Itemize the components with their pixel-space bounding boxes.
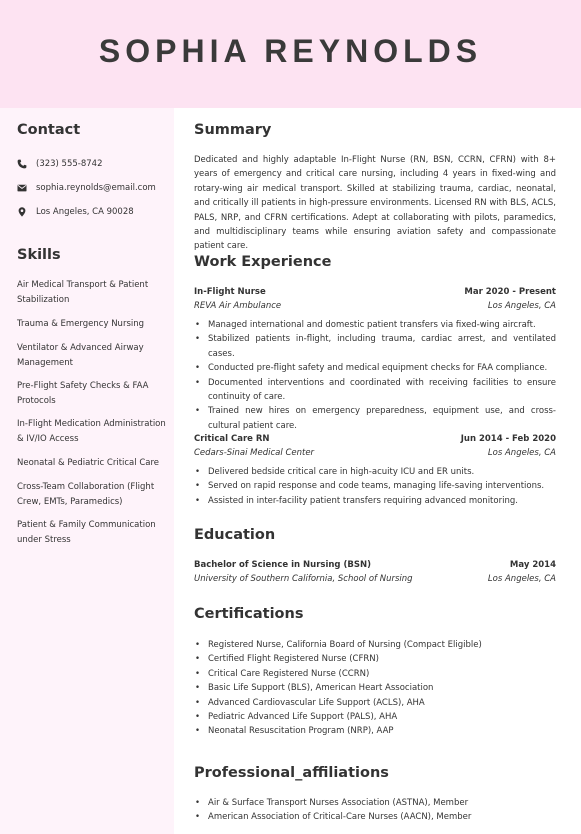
- school: University of Southern California, School of Nursing: [194, 574, 413, 584]
- education-location: Los Angeles, CA: [487, 574, 556, 584]
- list-item: • American Association of Critical-Care Nurses (AACN), Member: [194, 810, 556, 824]
- list-item: • Registered Nurse, California Board of Nursing (Compact Eligible): [194, 638, 556, 652]
- skill-item: Cross-Team Collaboration (Flight Crew, EMTs, Paramedics): [17, 482, 155, 507]
- job-title: In-Flight Nurse: [194, 287, 266, 297]
- job-date: Mar 2020 - Present: [464, 287, 556, 297]
- summary-text: Dedicated and highly adaptable In-Flight Nurse (RN, BSN, CCRN, CFRN) with 8+ years of emergency and critical care nursing, including 4 years in fixed-wing and rotary-wing air medical transport. Skilled at stabilizing trauma, cardiac, neonatal, and critically ill patients in high-pressure environments. Licensed RN with BLS, ACLS, PALS, NRP, and CFRN certifications. Adept at collaborating with pilots, paramedics, and multidisciplinary teams while ensuring aviation safety and compassionate patient care.: [194, 155, 556, 252]
- contact-location: [17, 205, 134, 219]
- skill-item: Trauma & Emergency Nursing: [17, 319, 145, 329]
- degree: Bachelor of Science in Nursing (BSN): [194, 560, 371, 570]
- email-text: sophia.reynolds@email.com: [36, 183, 156, 193]
- certifications-heading: Certifications: [194, 606, 304, 622]
- skill-item: Air Medical Transport & Patient Stabilization: [17, 280, 149, 305]
- skill-item: Neonatal & Pediatric Critical Care: [17, 458, 160, 468]
- contact-email[interactable]: [17, 181, 156, 195]
- contact-phone[interactable]: [17, 157, 102, 171]
- list-item: • Certified Flight Registered Nurse (CFRN): [194, 652, 556, 666]
- phone-icon: [17, 159, 27, 169]
- job-date: Jun 2014 - Feb 2020: [460, 434, 556, 444]
- list-item: • Critical Care Registered Nurse (CCRN): [194, 667, 556, 681]
- experience-heading: Work Experience: [194, 254, 332, 270]
- skill-item: Ventilator & Advanced Airway Management: [17, 343, 144, 368]
- list-item: • Conducted pre-flight safety and medical equipment checks for FAA compliance.: [194, 361, 556, 375]
- list-item: • Delivered bedside critical care in high-acuity ICU and ER units.: [194, 465, 556, 479]
- list-item: • Basic Life Support (BLS), American Heart Association: [194, 681, 556, 695]
- list-item: • Assisted in inter-facility patient transfers requiring advanced monitoring.: [194, 494, 556, 508]
- list-item: • Trained new hires on emergency preparedness, equipment use, and cross-cultural patient care.: [194, 404, 556, 433]
- affiliations-heading: Professional_affiliations: [194, 765, 389, 781]
- job-title: Critical Care RN: [194, 434, 270, 444]
- list-item: • Neonatal Resuscitation Program (NRP), AAP: [194, 724, 556, 738]
- map-pin-icon: [17, 207, 27, 217]
- education-date: May 2014: [509, 560, 556, 570]
- envelope-icon: [17, 183, 27, 193]
- job-bullets: [194, 318, 556, 433]
- education-heading: Education: [194, 527, 276, 543]
- list-item: • Managed international and domestic patient transfers via fixed-wing aircraft.: [194, 318, 556, 332]
- list-item: • Served on rapid response and code teams, managing life-saving interventions.: [194, 479, 556, 493]
- skill-item: Pre-Flight Safety Checks & FAA Protocols: [17, 381, 149, 406]
- skills-heading: Skills: [17, 247, 61, 263]
- list-item: • Stabilized patients in-flight, including trauma, cardiac arrest, and ventilated cases.: [194, 332, 556, 361]
- job-employer: Cedars-Sinai Medical Center: [194, 448, 315, 458]
- skill-item: Patient & Family Communication under Stress: [17, 520, 156, 545]
- summary-heading: Summary: [194, 122, 272, 138]
- list-item: • Advanced Cardiovascular Life Support (ACLS), AHA: [194, 696, 556, 710]
- list-item: • Air & Surface Transport Nurses Association (ASTNA), Member: [194, 796, 556, 810]
- job-bullets: [194, 465, 556, 508]
- phone-text: (323) 555-8742: [36, 159, 103, 169]
- skill-item: In-Flight Medication Administration & IV/IO Access: [17, 419, 166, 444]
- list-item: • Pediatric Advanced Life Support (PALS), AHA: [194, 710, 556, 724]
- list-item: • Documented interventions and coordinated with receiving facilities to ensure continuity of care.: [194, 376, 556, 405]
- candidate-name: SOPHIA REYNOLDS: [98, 33, 483, 69]
- job-location: Los Angeles, CA: [487, 448, 556, 458]
- affiliations-list: [194, 796, 556, 825]
- location-text: Los Angeles, CA 90028: [36, 207, 134, 217]
- job-location: Los Angeles, CA: [487, 301, 556, 311]
- job-employer: REVA Air Ambulance: [194, 301, 282, 311]
- header-banner: [0, 0, 581, 108]
- certifications-list: [194, 638, 556, 739]
- contact-heading: Contact: [17, 122, 81, 138]
